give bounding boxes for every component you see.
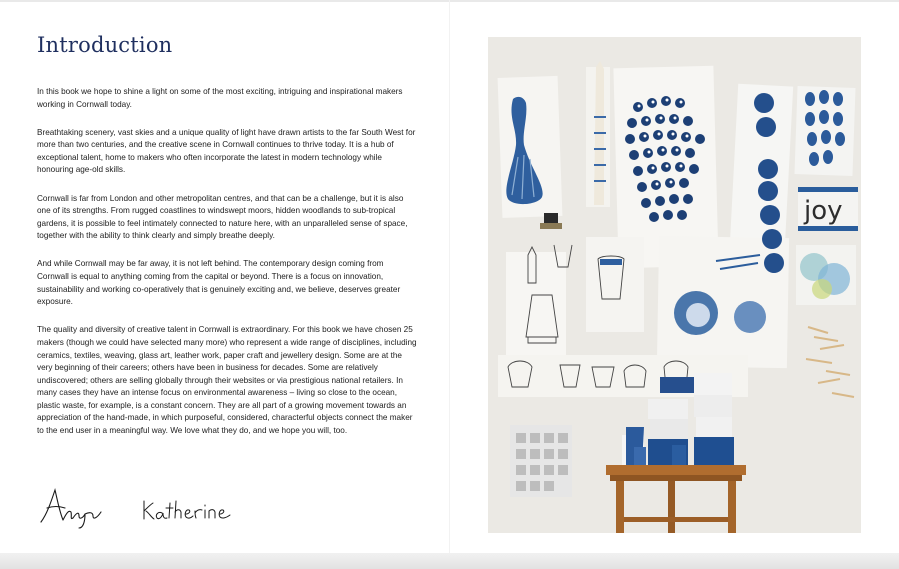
joy-card-text: joy — [804, 196, 843, 226]
paragraph: The quality and diversity of creative talent in Cornwall is extraordinary. For this book we have chosen 25 makers (though we could have selected many more) who represent a wide range of disciplines, including ceramics, textiles, weaving, glass art, leather work, paper craft and jewellery design. Some are at the very beginning of their careers; others have been in business for decades. Some are relatively undiscovered; others are selling globally through their websites or via prestigious national retailers. In many cases they have an intense focus on environmental awareness – living so close to the ocean, plastic waste, for example, is a constant concern. They are all part of a growing movement towards an appreciation of the hand-made, in which purposeful, considered, characterful objects connect the maker to the end user in a meaningful way. We love what they do, and we hope you will, too. — [37, 325, 417, 436]
signature-katherine — [140, 497, 252, 525]
page-bottom-edge — [0, 553, 899, 569]
paragraph: And while Cornwall may be far away, it is not left behind. The contemporary design coming from Cornwall is equal to anything coming from the capital or beyond. There is a focus on innovation, sustainability and working co-operatively that is genuinely exciting and, we believe, deserves greater exposure. — [37, 259, 401, 307]
book-spine — [449, 0, 450, 553]
paragraph: In this book we hope to shine a light on some of the most exciting, intriguing and inspirational makers working in Cornwall today. — [37, 87, 403, 109]
page-title: Introduction — [37, 33, 173, 57]
intro-text — [37, 86, 417, 453]
studio-wall-photo — [488, 37, 861, 533]
signature-anya — [37, 484, 109, 530]
paragraph: Cornwall is far from London and other metropolitan centres, and that can be a challenge, but it is also one of its strengths. From rugged coastlines to windswept moors, hidden woodlands to sub-tropical gardens, it is possible to feel intimately connected to nature here, with an unparalleled sense of space, together with the ability to think clearly and simply breathe deeply. — [37, 193, 408, 241]
paragraph: Breathtaking scenery, vast skies and a unique quality of light have drawn artists to the far South West for more than two centuries, and the creative scene in Cornwall continues to thrive today. It is a hub of exceptional talent, home to makers who often incorporate the latest in modern technology while honouring age-old skills. — [37, 127, 416, 175]
